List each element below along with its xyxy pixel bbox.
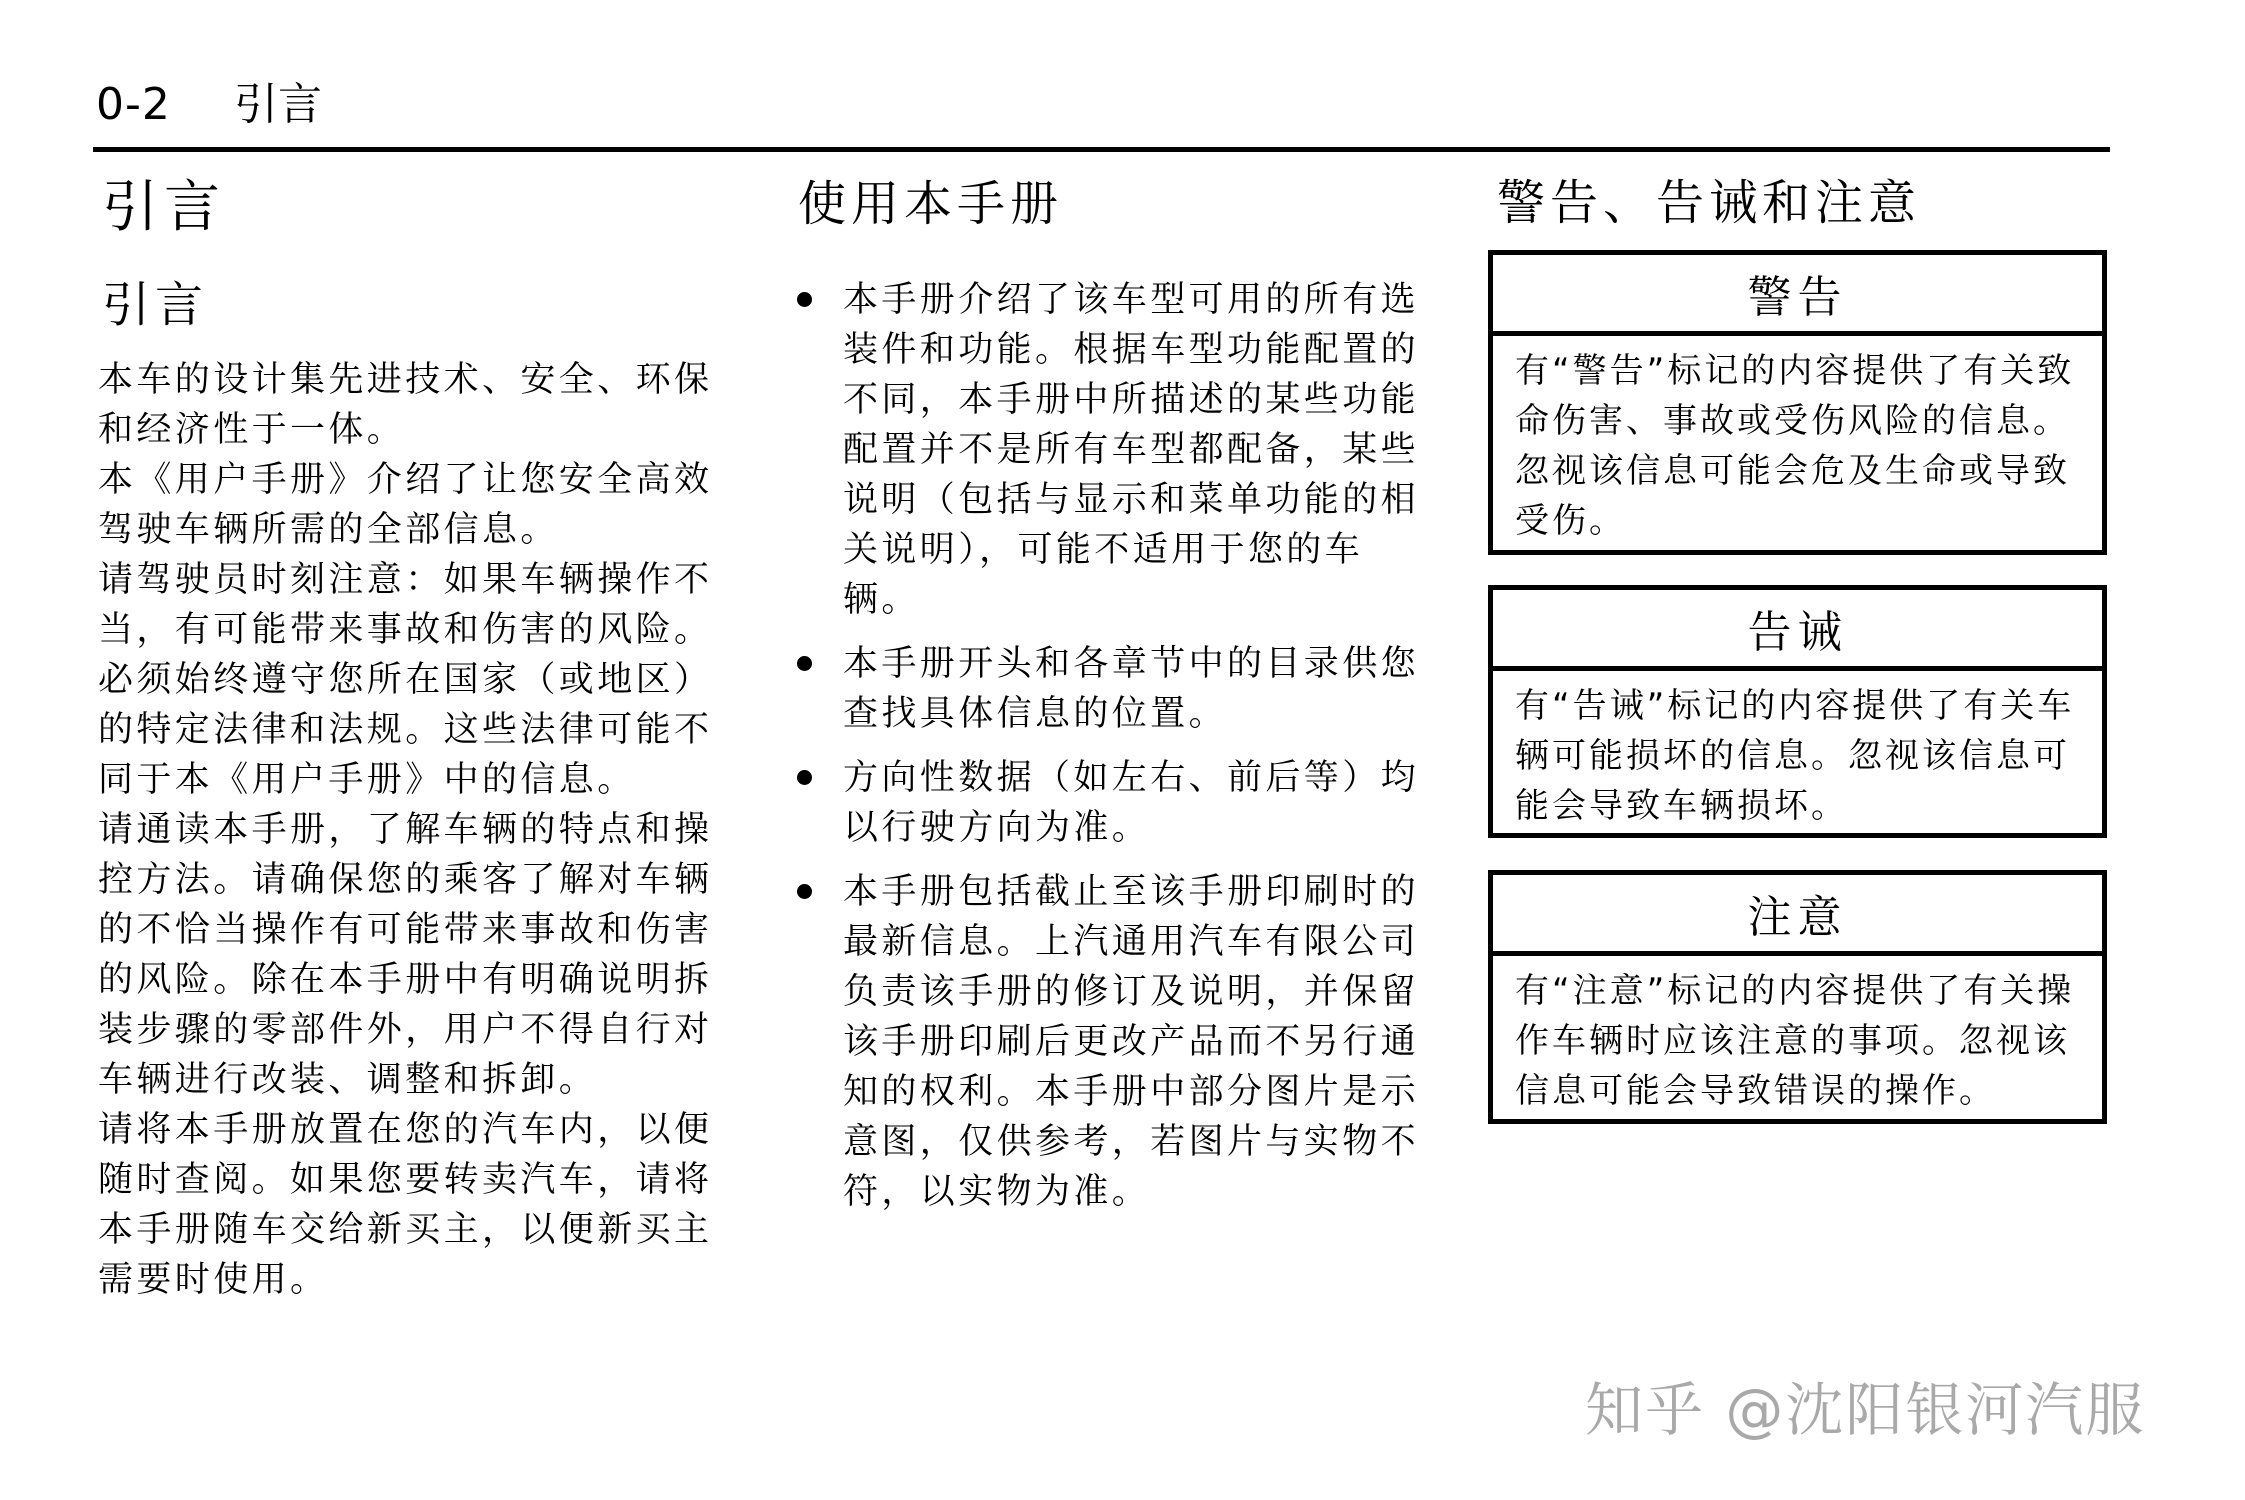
bullet-icon	[797, 770, 812, 785]
list-item	[797, 275, 1437, 625]
notices-title: 警告、告诫和注意	[1497, 175, 1922, 231]
warning-text: 有“警告”标记的内容提供了有关致命伤害、事故或受伤风险的信息。忽视该信息可能会危及生命或导致受伤。	[1515, 351, 2075, 541]
paragraph: 请驾驶员时刻注意：如果车辆操作不当，有可能带来事故和伤害的风险。	[98, 560, 713, 650]
list-item-text: 本手册开头和各章节中的目录供您查找具体信息的位置。	[843, 644, 1420, 734]
intro-text	[98, 355, 738, 1305]
paragraph: 本《用户手册》介绍了让您安全高效驾驶车辆所需的全部信息。	[98, 460, 713, 550]
list-item	[797, 867, 1437, 1217]
using-manual-list	[797, 275, 1437, 1231]
notice-label: 注意	[1493, 875, 2102, 956]
header-rule	[93, 147, 2110, 152]
section-title: 引言	[102, 175, 226, 240]
bullet-icon	[797, 656, 812, 671]
warning-box	[1488, 250, 2107, 555]
paragraph: 必须始终遵守您所在国家（或地区）的特定法律和法规。这些法律可能不同于本《用户手册》中的信息。	[98, 660, 713, 800]
section-subtitle: 引言	[102, 277, 209, 333]
watermark: 知乎 @沈阳银河汽服	[1585, 1376, 2146, 1444]
paragraph: 请将本手册放置在您的汽车内，以便随时查阅。如果您要转卖汽车，请将本手册随车交给新买主，以便新买主需要时使用。	[98, 1110, 713, 1300]
bullet-icon	[797, 292, 812, 307]
chapter-title: 引言	[234, 79, 322, 130]
caution-text: 有“告诫”标记的内容提供了有关车辆可能损坏的信息。忽视该信息可能会导致车辆损坏。	[1515, 686, 2075, 826]
notice-text: 有“注意”标记的内容提供了有关操作车辆时应该注意的事项。忽视该信息可能会导致错误的操作。	[1515, 971, 2075, 1111]
list-item	[797, 753, 1437, 853]
using-manual-title: 使用本手册	[798, 176, 1064, 232]
warning-label: 警告	[1493, 255, 2102, 336]
list-item-text: 本手册包括截止至该手册印刷时的最新信息。上汽通用汽车有限公司负责该手册的修订及说明，并保留该手册印刷后更改产品而不另行通知的权利。本手册中部分图片是示意图，仅供参考，若图片与实物不符，以实物为准。	[843, 872, 1420, 1212]
notice-box	[1488, 870, 2107, 1124]
list-item	[797, 639, 1437, 739]
list-item-text: 方向性数据（如左右、前后等）均以行驶方向为准。	[843, 758, 1420, 848]
list-item-text: 本手册介绍了该车型可用的所有选装件和功能。根据车型功能配置的不同，本手册中所描述的某些功能配置并不是所有车型都配备，某些说明（包括与显示和菜单功能的相关说明），可能不适用于您的车辆。	[843, 280, 1420, 620]
paragraph: 请通读本手册，了解车辆的特点和操控方法。请确保您的乘客了解对车辆的不恰当操作有可能带来事故和伤害的风险。除在本手册中有明确说明拆装步骤的零部件外，用户不得自行对车辆进行改装、调整和拆卸。	[98, 810, 713, 1100]
running-header	[96, 80, 322, 130]
caution-label: 告诫	[1493, 590, 2102, 671]
bullet-icon	[797, 884, 812, 899]
paragraph: 本车的设计集先进技术、安全、环保和经济性于一体。	[98, 360, 713, 450]
caution-box	[1488, 585, 2107, 838]
page-number: 0-2	[96, 79, 171, 130]
